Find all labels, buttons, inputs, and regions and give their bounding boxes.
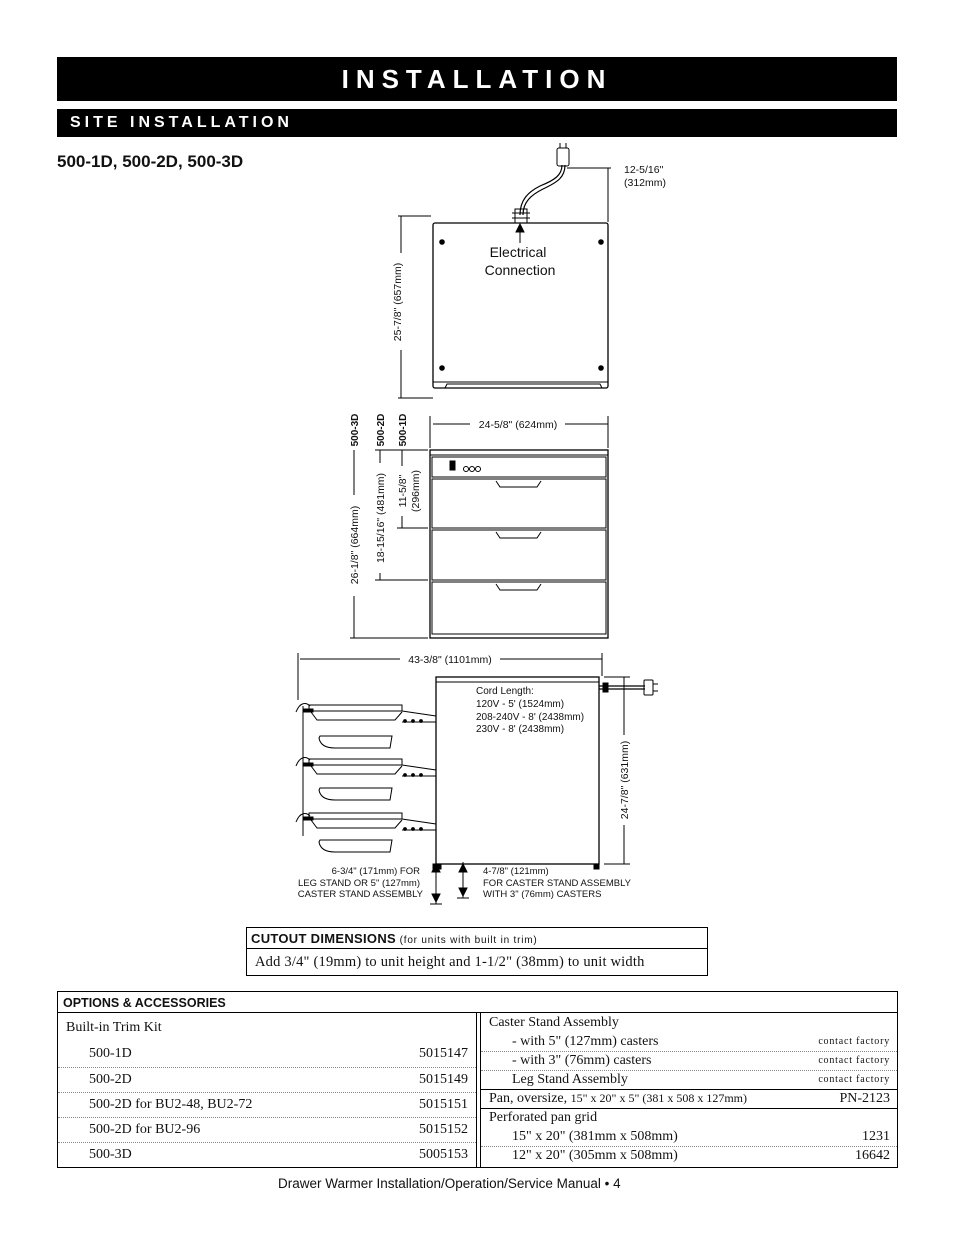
item-name: 15" x 20" (381mm x 508mm): [512, 1129, 678, 1144]
table-row: [481, 1070, 897, 1090]
table-row: [481, 1146, 897, 1165]
part-number: 5015149: [419, 1072, 468, 1087]
part-number: 5015147: [419, 1046, 468, 1061]
options-title: OPTIONS & ACCESSORIES: [58, 992, 897, 1013]
part-number: contact factory: [818, 1036, 890, 1047]
table-row: [58, 1117, 476, 1142]
item-name: Leg Stand Assembly: [512, 1072, 628, 1087]
table-row: [481, 1051, 897, 1071]
trim-kit-column: [58, 1013, 477, 1167]
item-name: Pan, oversize,: [489, 1091, 568, 1106]
item-name: 500-2D for BU2-96: [89, 1122, 201, 1137]
cutout-header: [247, 928, 707, 949]
cutout-dimensions-box: [246, 927, 708, 976]
top-depth-label: 25-7/8" (657mm): [392, 262, 404, 342]
model-col-2d: 500-2D: [376, 413, 387, 447]
part-number: 16642: [855, 1148, 890, 1163]
trim-kit-heading: Built-in Trim Kit: [66, 1020, 162, 1035]
part-number: 5015151: [419, 1097, 468, 1112]
part-number: PN-2123: [839, 1091, 890, 1106]
front-view: [350, 413, 608, 638]
part-number: 5005153: [419, 1147, 468, 1162]
table-row: [481, 1032, 897, 1052]
caster-note-3: WITH 3" (76mm) CASTERS: [483, 889, 602, 900]
table-row: [58, 1042, 476, 1066]
side-height-label: 24-7/8" (631mm): [619, 740, 631, 820]
front-width-label: 24-5/8" (624mm): [478, 419, 558, 431]
item-name: - with 5" (127mm) casters: [512, 1034, 659, 1049]
height-1d-label-2: (296mm): [410, 469, 422, 513]
open-drawer-1: [296, 704, 436, 764]
leg-note-3: CASTER STAND ASSEMBLY: [297, 889, 423, 900]
height-1d-label-1: 11-5/8": [397, 474, 409, 508]
item-name: 500-2D for BU2-48, BU2-72: [89, 1097, 253, 1112]
cutout-text: Add 3/4" (19mm) to unit height and 1-1/2" (38mm) to unit width: [255, 954, 645, 970]
page-footer: Drawer Warmer Installation/Operation/Service Manual • 4: [278, 1176, 621, 1191]
side-depth-label: 43-3/8" (1101mm): [408, 654, 492, 666]
electrical-label-1: Electrical: [489, 244, 547, 260]
table-row: [58, 1142, 476, 1167]
electrical-label-2: Connection: [484, 262, 556, 278]
leg-note-2: LEG STAND OR 5" (127mm): [298, 878, 420, 889]
cord-length-208v: 208-240V - 8' (2438mm): [476, 712, 585, 723]
model-col-1d: 500-1D: [398, 413, 409, 447]
table-row: [481, 1089, 897, 1109]
table-row: [481, 1127, 897, 1147]
top-width-label-1: 12-5/16": [624, 164, 664, 176]
height-2d-label: 18-15/16" (481mm): [375, 472, 387, 564]
cord-length-230v: 230V - 8' (2438mm): [476, 724, 565, 735]
grid-heading: Perforated pan grid: [489, 1110, 598, 1125]
cord-length-title: Cord Length:: [476, 686, 534, 697]
options-table: [57, 991, 898, 1168]
section-title: SITE INSTALLATION: [57, 109, 897, 137]
caster-heading: Caster Stand Assembly: [489, 1015, 619, 1030]
grid-heading-row: [481, 1108, 897, 1127]
height-3d-label: 26-1/8" (664mm): [349, 505, 361, 585]
model-heading: 500-1D, 500-2D, 500-3D: [57, 152, 244, 171]
caster-note-1: 4-7/8" (121mm): [483, 866, 549, 877]
table-row: [58, 1067, 476, 1092]
part-number: 5015152: [419, 1122, 468, 1137]
part-number: contact factory: [818, 1074, 890, 1085]
item-name: - with 3" (76mm) casters: [512, 1053, 652, 1068]
cutout-qualifier: (for units with built in trim): [399, 935, 538, 946]
item-name: 500-3D: [89, 1147, 132, 1162]
cutout-title: CUTOUT DIMENSIONS: [251, 931, 396, 946]
model-col-3d: 500-3D: [350, 413, 361, 447]
caster-heading-row: [481, 1013, 897, 1032]
cord-length-120v: 120V - 5' (1524mm): [476, 699, 565, 710]
item-name: 12" x 20" (305mm x 508mm): [512, 1148, 678, 1163]
caster-note-2: FOR CASTER STAND ASSEMBLY: [483, 878, 631, 889]
item-name: 500-2D: [89, 1072, 132, 1087]
leg-note-1: 6-3/4" (171mm) FOR: [331, 866, 420, 877]
table-row: [58, 1092, 476, 1117]
trim-kit-heading-row: [58, 1016, 476, 1040]
item-name: 500-1D: [89, 1046, 132, 1061]
part-number: 1231: [862, 1129, 890, 1144]
open-drawer-3: [296, 813, 436, 852]
top-width-label-2: (312mm): [624, 177, 667, 189]
part-number: contact factory: [818, 1055, 890, 1066]
item-detail: 15" x 20" x 5" (381 x 508 x 127mm): [570, 1091, 748, 1105]
page-title: INSTALLATION: [57, 57, 897, 101]
open-drawer-2: [296, 758, 436, 820]
stand-pan-column: [480, 1013, 897, 1167]
